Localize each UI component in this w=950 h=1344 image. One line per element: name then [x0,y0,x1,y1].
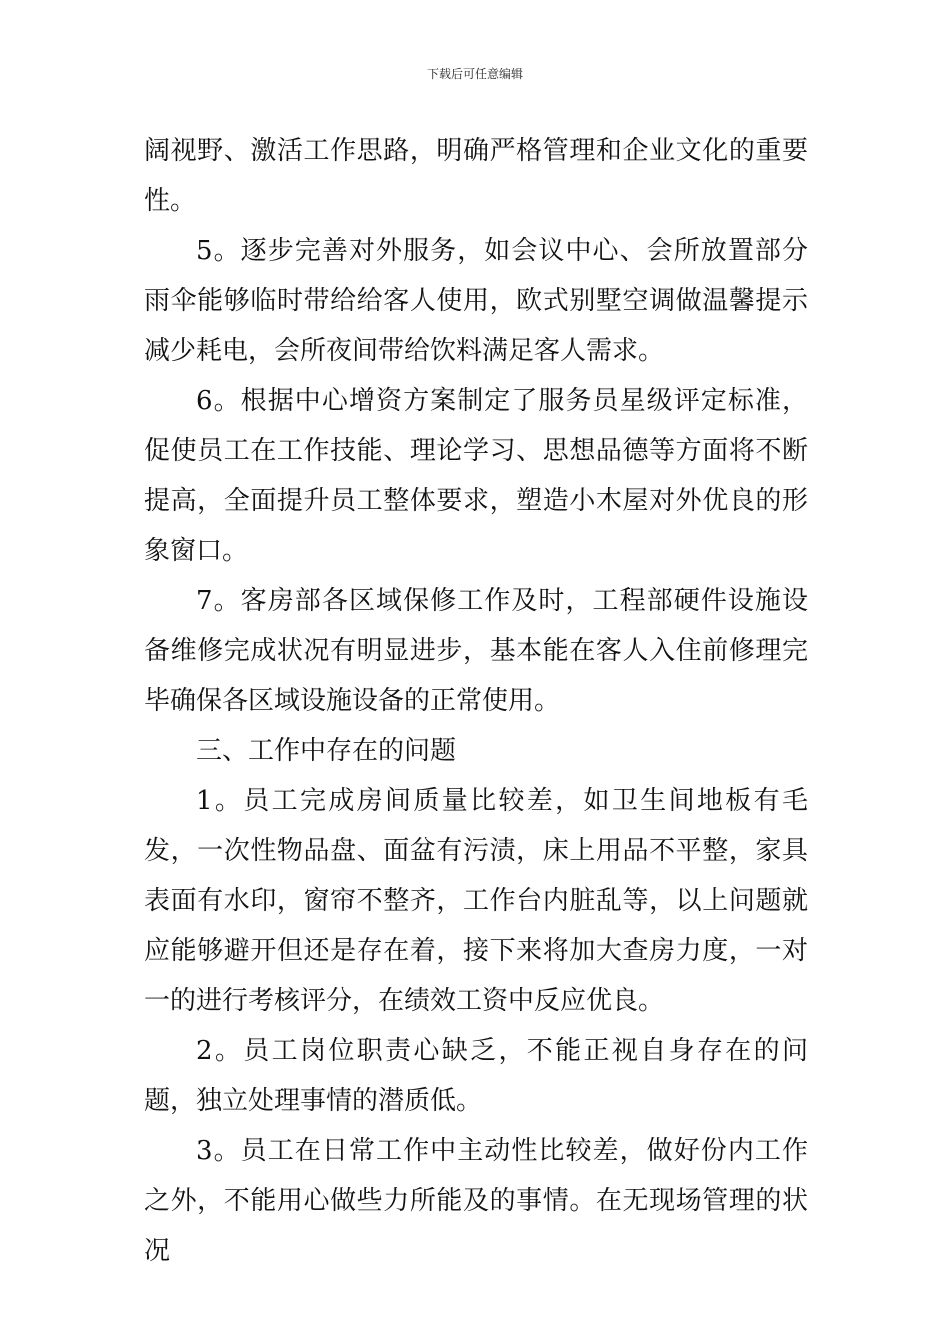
problem-item-2: 2。员工岗位职责心缺乏，不能正视自身存在的问题，独立处理事情的潜质低。 [144,1036,808,1116]
section-heading: 三、工作中存在的问题 [196,736,457,766]
paragraph-item-5: 5。逐步完善对外服务，如会议中心、会所放置部分雨伞能够临时带给给客人使用，欧式别墅空调做温馨提示减少耗电，会所夜间带给饮料满足客人需求。 [144,236,808,366]
problem-item-1: 1。员工完成房间质量比较差，如卫生间地板有毛发，一次性物品盘、面盆有污渍，床上用品不平整，家具表面有水印，窗帘不整齐，工作台内脏乱等，以上问题就应能够避开但还是存在着，接下来将加大查房力度，一对一的进行考核评分，在绩效工资中反应优良。 [144,786,808,1016]
paragraph-item-6: 6。根据中心增资方案制定了服务员星级评定标准，促使员工在工作技能、理论学习、思想品德等方面将不断提高，全面提升员工整体要求，塑造小木屋对外优良的形象窗口。 [144,386,808,566]
paragraph-continuation: 阔视野、激活工作思路，明确严格管理和企业文化的重要性。 [144,136,808,216]
problem-item-3: 3。员工在日常工作中主动性比较差，做好份内工作之外，不能用心做些力所能及的事情。在无现场管理的状况 [144,1136,808,1266]
document-body [144,126,808,1276]
paragraph-item-7: 7。客房部各区域保修工作及时，工程部硬件设施设备维修完成状况有明显进步，基本能在客人入住前修理完毕确保各区域设施设备的正常使用。 [144,586,808,716]
page-header: 下载后可任意编辑 [426,67,523,81]
